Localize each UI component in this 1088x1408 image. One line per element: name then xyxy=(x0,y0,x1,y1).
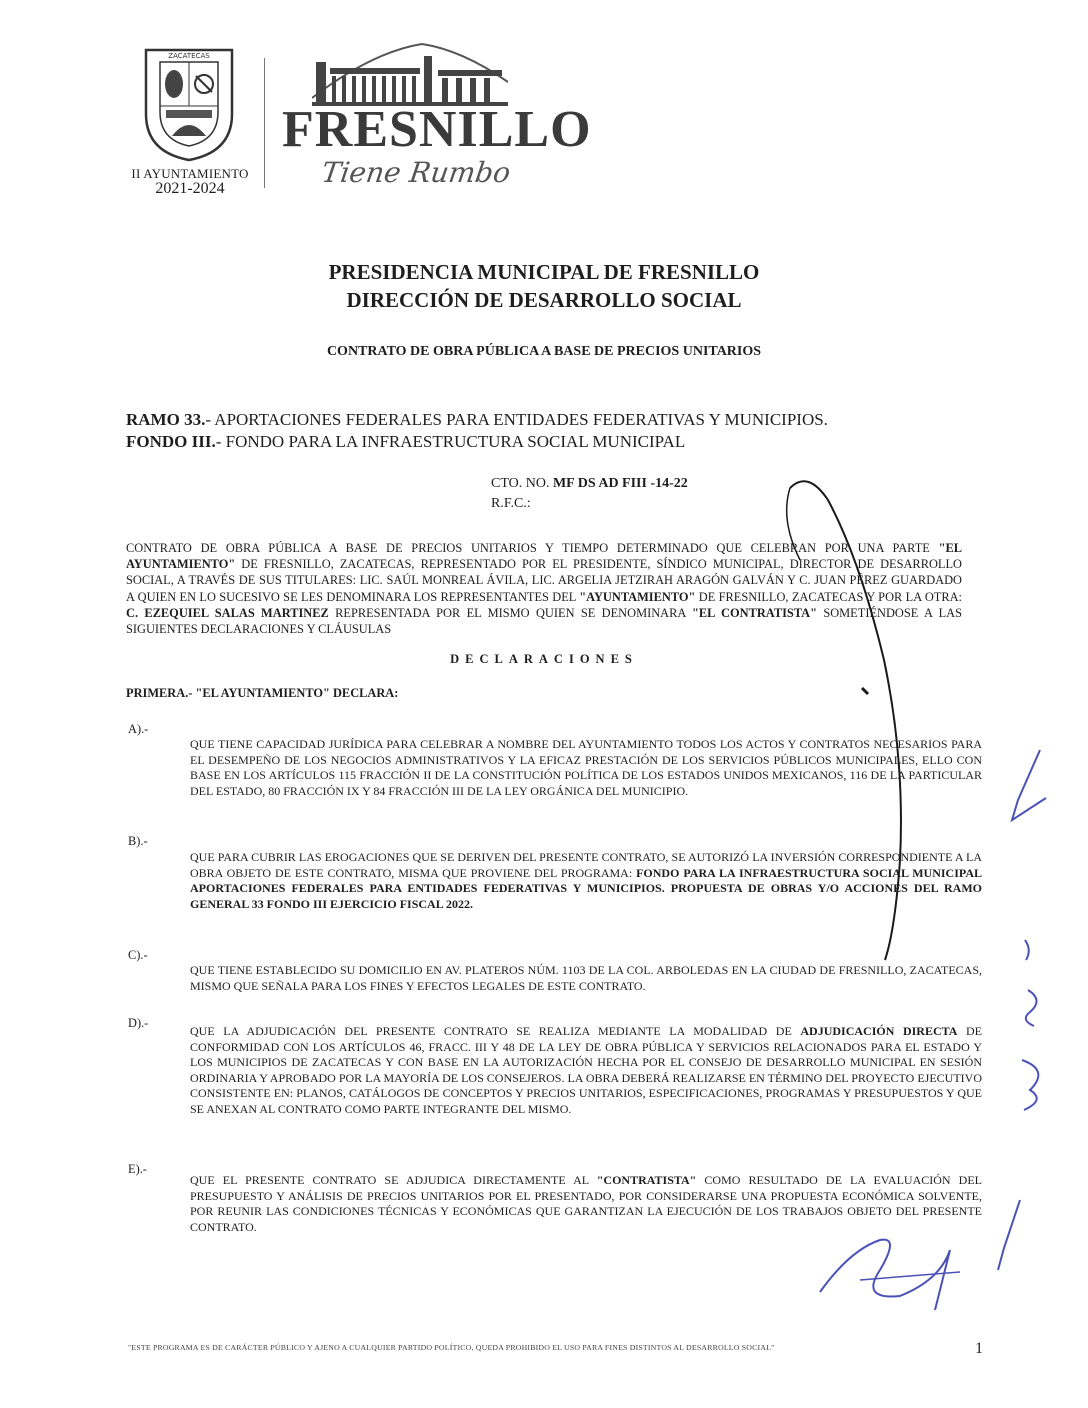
contract-type-heading: CONTRATO DE OBRA PÚBLICA A BASE DE PRECIOS UNITARIOS xyxy=(326,344,762,359)
intro-bold-contratista: "EL CONTRATISTA" xyxy=(691,605,817,620)
primera-heading: PRIMERA.- "EL AYUNTAMIENTO" DECLARA: xyxy=(126,686,399,700)
ayuntamiento-period: 2021-2024 xyxy=(155,180,225,197)
item-d-label: D).- xyxy=(128,1016,149,1030)
brand-name: FRESNILLO xyxy=(282,101,592,158)
brand-slogan: Tiene Rumbo xyxy=(319,156,513,189)
item-b-program-name: FONDO PARA LA INFRAESTRUCTURA SOCIAL MUNICIPAL APORTACIONES FEDERALES PARA ENTIDADES FEDERATIVAS Y MUNICIPIOS. PROPUESTA DE OBRAS Y/O ACCIONES DEL RAMO GENERAL 33 FONDO III EJERCICIO FISCAL 2022. xyxy=(190,865,982,911)
item-e-text-2: COMO RESULTADO DE LA EVALUACIÓN DEL PRESUPUESTO Y ANÁLISIS DE PRECIOS UNITARIOS POR EL PRESENTADO, POR CONSIDERARSE UNA PROPUESTA ECONÓMICA SOLVENTE, POR REUNIR LAS CONDICIONES TÉCNICAS Y ECONÓMICAS QUE GARANTIZAN LA EJECUCIÓN DE LOS TRABAJOS OBJETO DEL PRESENTE CONTRATO. xyxy=(190,1173,982,1234)
item-c-text: QUE TIENE ESTABLECIDO SU DOMICILIO EN AV. PLATEROS NÚM. 1103 DE LA COL. ARBOLEDAS EN LA CIUDAD DE FRESNILLO, ZACATECAS, MISMO QUE SEÑALA PARA LOS FINES Y EFECTOS LEGALES DE ESTE CONTRATO. xyxy=(190,963,982,993)
fresnillo-skyline-logo xyxy=(312,42,508,106)
fondo-label: FONDO III. xyxy=(126,432,216,451)
intro-text-4: REPRESENTADA POR EL MISMO QUIEN SE DENOMINARA xyxy=(328,605,692,620)
intro-bold-contractor-name: C. EZEQUIEL SALAS MARTINEZ xyxy=(126,605,329,620)
declaraciones-heading: DECLARACIONES xyxy=(450,652,638,666)
document-title-line1: PRESIDENCIA MUNICIPAL DE FRESNILLO xyxy=(328,260,760,284)
contract-number-label: CTO. NO. xyxy=(491,476,550,491)
item-d-text-1: QUE LA ADJUDICACIÓN DEL PRESENTE CONTRATO SE REALIZA MEDIANTE LA MODALIDAD DE xyxy=(190,1024,801,1038)
item-b-label: B).- xyxy=(128,834,148,848)
item-a-text: QUE TIENE CAPACIDAD JURÍDICA PARA CELEBRAR A NOMBRE DEL AYUNTAMIENTO TODOS LOS ACTOS Y CONTRATOS NECESARIOS PARA EL DESEMPEÑO DE LOS NEGOCIOS ADMINISTRATIVOS Y LA EFICAZ PRESTACIÓN DE LOS SERVICIOS PÚBLICOS MUNICIPALES, ELLO CON BASE EN LOS ARTÍCULOS 115 FRACCIÓN II DE LA CONSTITUCIÓN POLÍTICA DE LOS ESTADOS UNIDOS MEXICANOS, 116 DE LA PARTICULAR DEL ESTADO, 80 FRACCIÓN IX Y 84 FRACCIÓN III DE LA LEY ORGÁNICA DEL MUNICIPIO. xyxy=(190,737,982,798)
ramo-line xyxy=(126,410,828,430)
contract-number-line xyxy=(491,476,688,492)
intro-bold-ayuntamiento: "EL AYUNTAMIENTO" xyxy=(126,541,962,572)
item-d-paragraph xyxy=(190,1024,982,1118)
intro-text-3: DE FRESNILLO, ZACATECAS Y POR LA OTRA: xyxy=(695,589,962,604)
intro-text-5: SOMETIÉNDOSE A LAS SIGUIENTES DECLARACIONES Y CLÁUSULAS xyxy=(126,605,962,637)
item-c-label: C).- xyxy=(128,948,148,962)
fondo-line xyxy=(126,432,685,452)
ramo-label: RAMO 33. xyxy=(126,410,206,429)
header-divider xyxy=(264,58,265,188)
rfc-label: R.F.C.: xyxy=(491,496,531,511)
item-e-text-1: QUE EL PRESENTE CONTRATO SE ADJUDICA DIRECTAMENTE AL xyxy=(190,1173,597,1187)
municipal-seal xyxy=(136,44,242,162)
ayuntamiento-label: II AYUNTAMIENTO xyxy=(131,166,249,181)
fondo-text: - FONDO PARA LA INFRAESTRUCTURA SOCIAL MUNICIPAL xyxy=(215,432,686,451)
intro-paragraph xyxy=(126,540,962,637)
svg-text:ZACATECAS: ZACATECAS xyxy=(168,52,210,60)
ramo-text: - APORTACIONES FEDERALES PARA ENTIDADES FEDERATIVAS Y MUNICIPIOS. xyxy=(205,410,828,429)
intro-text-2: DE FRESNILLO, ZACATECAS, REPRESENTADO POR EL PRESIDENTE, SÍNDICO MUNICIPAL, DIRECTOR DE DESARROLLO SOCIAL, A TRAVÉS DE SUS TITULARES: LIC. SAÚL MONREAL ÁVILA, LIC. ARGELIA JETZIRAH ARAGÓN GALVÁN Y C. JUAN PÉREZ GUARDADO A QUIEN EN LO SUCESIVO SE LES DENOMINARA LOS REPRESENTANTES DEL xyxy=(126,557,962,604)
item-b-text: QUE PARA CUBRIR LAS EROGACIONES QUE SE DERIVEN DEL PRESENTE CONTRATO, SE AUTORIZÓ LA INVERSIÓN CORRESPONDIENTE A LA OBRA OBJETO DE ESTE CONTRATO, MISMA QUE PROVIENE DEL PROGRAMA: xyxy=(190,850,982,880)
intro-text-1: CONTRATO DE OBRA PÚBLICA A BASE DE PRECIOS UNITARIOS Y TIEMPO DETERMINADO QUE CELEBRAN POR UNA PARTE xyxy=(126,541,939,555)
item-e-paragraph xyxy=(190,1173,982,1235)
item-b-paragraph xyxy=(190,850,982,912)
intro-bold-ayuntamiento-2: "AYUNTAMIENTO" xyxy=(579,589,696,604)
item-d-text-2: DE CONFORMIDAD CON LOS ARTÍCULOS 46, FRACC. III Y 48 DE LA LEY DE OBRA PÚBLICA Y SERVICIOS RELACIONADOS PARA EL ESTADO Y LOS MUNICIPIOS DE ZACATECAS Y CON BASE EN LA AUTORIZACIÓN HECHA POR EL CONSEJO DE DESARROLLO MUNICIPAL EN SESIÓN ORDINARIA Y APROBADO POR LA MAYORÍA DE LOS CONSEJEROS. LA OBRA DEBERÁ REALIZARSE EN TÉRMINO DEL PROYECTO EJECUTIVO CONSISTENTE EN: PLANOS, CATÁLOGOS DE CONCEPTOS Y PRECIOS UNITARIOS, ESPECIFICACIONES, PROGRAMAS Y PRESUPUESTOS Y QUE SE ANEXAN AL CONTRATO COMO PARTE INTEGRANTE DEL MISMO. xyxy=(190,1024,983,1116)
item-d-modalidad: ADJUDICACIÓN DIRECTA xyxy=(800,1024,958,1038)
page-number: 1 xyxy=(975,1340,983,1357)
item-e-label: E).- xyxy=(128,1162,147,1176)
document-title-line2: DIRECCIÓN DE DESARROLLO SOCIAL xyxy=(346,288,742,312)
footer-legend: "ESTE PROGRAMA ES DE CARÁCTER PÚBLICO Y AJENO A CUALQUIER PARTIDO POLÍTICO, QUEDA PROHIBIDO EL USO PARA FINES DISTINTOS AL DESARROLLO SOCIAL" xyxy=(128,1343,775,1352)
item-a-label: A).- xyxy=(128,722,149,736)
item-e-contratista: "CONTRATISTA" xyxy=(596,1173,697,1187)
contract-number: MF DS AD FIII -14-22 xyxy=(552,476,688,491)
